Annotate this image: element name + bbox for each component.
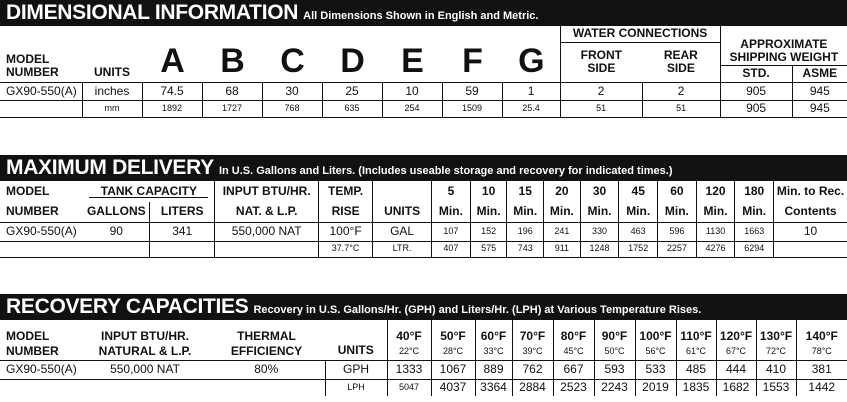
temp-c-header: 78°C <box>796 343 847 360</box>
gph-value: 533 <box>635 360 676 379</box>
temp-c-header: 56°C <box>635 343 676 360</box>
min-label: Min. <box>658 202 697 222</box>
gph-value: 381 <box>796 360 847 379</box>
lph-value: 5047 <box>387 379 431 396</box>
recovery-row-gph <box>0 360 847 379</box>
temp-c-header: 28°C <box>431 343 475 360</box>
recovery-row-lph <box>0 379 847 396</box>
dim-row-mm <box>0 100 847 117</box>
delivery-row-gal <box>0 222 847 241</box>
temp-c-header: 45°C <box>553 343 594 360</box>
temp-c-header: 67°C <box>716 343 756 360</box>
dim-value: 1 <box>502 82 560 100</box>
unit-gph-cell: GPH <box>325 360 387 379</box>
temp-f-header: 130°F <box>756 320 796 343</box>
gph-value: 889 <box>475 360 512 379</box>
dim-value: 25 <box>322 82 382 100</box>
dim-value: 68 <box>202 82 262 100</box>
min-to-rec-header-2: Contents <box>774 202 847 222</box>
ltr-value: 6294 <box>735 241 774 257</box>
temp-f-header: 40°F <box>387 320 431 343</box>
delivery-section <box>0 155 847 258</box>
dim-value: 2 <box>642 82 720 100</box>
dim-value: 30 <box>262 82 322 100</box>
gallons-cell: 90 <box>83 222 149 241</box>
dim-value: 74.5 <box>142 82 202 100</box>
btu-cell: 550,000 NAT <box>82 360 208 379</box>
temp-f-header: 80°F <box>553 320 594 343</box>
minutes-header: 180 <box>735 181 774 202</box>
min-to-rec-header-1: Min. to Rec. <box>774 181 847 202</box>
minutes-header: 15 <box>507 181 544 202</box>
gph-value: 485 <box>676 360 716 379</box>
ltr-value: 575 <box>470 241 507 257</box>
min-label: Min. <box>696 202 735 222</box>
recovery-title: RECOVERY CAPACITIES <box>6 295 249 318</box>
min-label: Min. <box>507 202 544 222</box>
minutes-header: 10 <box>470 181 507 202</box>
minutes-header: 5 <box>432 181 471 202</box>
units-header: UNITS <box>337 342 374 357</box>
gph-value: 593 <box>594 360 635 379</box>
temp-f-header: 70°F <box>512 320 553 343</box>
min-label: Min. <box>580 202 619 222</box>
model-number-header: MODEL NUMBER <box>6 52 59 79</box>
dim-value: 51 <box>642 100 720 117</box>
gal-value: 330 <box>580 222 619 241</box>
dim-value: 905 <box>720 82 792 100</box>
input-btu-header-1: INPUT BTU/HR. <box>215 181 319 202</box>
units-cell: inches <box>82 82 142 100</box>
gph-value: 444 <box>716 360 756 379</box>
ltr-value: 2257 <box>658 241 697 257</box>
lph-value: 1442 <box>796 379 847 396</box>
model-header-2: NUMBER <box>6 204 59 219</box>
dim-letter-b: B <box>220 42 244 80</box>
dim-value: 1509 <box>442 100 502 117</box>
temp-c-header: 33°C <box>475 343 512 360</box>
delivery-row-ltr <box>0 241 847 257</box>
dim-letter-f: F <box>462 42 482 80</box>
temp-c-header: 39°C <box>512 343 553 360</box>
rear-side-header: REAR SIDE <box>663 48 698 75</box>
minutes-header: 30 <box>580 181 619 202</box>
thermal-header-1: THERMAL <box>237 329 296 343</box>
temp-c-cell: 37.7°C <box>319 241 373 257</box>
dim-value: 635 <box>322 100 382 117</box>
temp-c-header: 50°C <box>594 343 635 360</box>
recovery-table <box>0 320 847 396</box>
temp-c-header: 22°C <box>387 343 431 360</box>
dim-value: 25.4 <box>502 100 560 117</box>
dimensional-section <box>0 0 847 118</box>
ltr-value: 1752 <box>619 241 658 257</box>
gal-value: 596 <box>658 222 697 241</box>
dim-letter-d: D <box>340 42 364 80</box>
temp-rise-header-2: RISE <box>319 202 373 222</box>
delivery-subtitle: In U.S. Gallons and Liters. (Includes useable storage and recovery for indicated times.) <box>218 165 673 177</box>
delivery-table <box>0 181 847 258</box>
asme-header: ASME <box>792 65 847 82</box>
tank-capacity-header: TANK CAPACITY <box>83 181 214 202</box>
units-header: UNITS <box>373 202 432 222</box>
btu-cell: 550,000 NAT <box>215 222 319 241</box>
dim-value: 1892 <box>142 100 202 117</box>
lph-value: 2243 <box>594 379 635 396</box>
front-side-header: FRONT SIDE <box>560 42 642 82</box>
model-cell: GX90-550(A) <box>0 82 82 100</box>
temp-f-header: 120°F <box>716 320 756 343</box>
input-btu-header-2: NAT. & L.P. <box>215 202 319 222</box>
temp-f-cell: 100°F <box>319 222 373 241</box>
input-btu-header-2: NATURAL & L.P. <box>98 343 192 358</box>
lph-value: 2019 <box>635 379 676 396</box>
model-header-1: MODEL <box>6 184 50 199</box>
rec-min-cell: 10 <box>774 222 847 241</box>
dim-letter-g: G <box>518 42 544 80</box>
recovery-header-bar <box>0 294 847 320</box>
dim-value: 768 <box>262 100 322 117</box>
dim-value: 2 <box>560 82 642 100</box>
temp-f-header: 90°F <box>594 320 635 343</box>
temp-f-header: 140°F <box>796 320 847 343</box>
gal-value: 107 <box>432 222 471 241</box>
gph-value: 762 <box>512 360 553 379</box>
unit-gal-cell: GAL <box>373 222 432 241</box>
temp-rise-header-1: TEMP. <box>319 181 373 202</box>
dimensional-header-bar <box>0 0 847 26</box>
gal-value: 152 <box>470 222 507 241</box>
water-connections-header: WATER CONNECTIONS <box>560 26 720 42</box>
dimensional-subtitle: All Dimensions Shown in English and Metric. <box>303 10 539 22</box>
ltr-value: 743 <box>507 241 544 257</box>
std-header: STD. <box>720 65 792 82</box>
lph-value: 2523 <box>553 379 594 396</box>
lph-value: 3364 <box>475 379 512 396</box>
unit-lph-cell: LPH <box>325 379 387 396</box>
min-label: Min. <box>470 202 507 222</box>
min-label: Min. <box>432 202 471 222</box>
minutes-header: 120 <box>696 181 735 202</box>
gph-value: 410 <box>756 360 796 379</box>
dim-value: 59 <box>442 82 502 100</box>
lph-value: 1682 <box>716 379 756 396</box>
dim-letter-c: C <box>280 42 304 80</box>
input-btu-header-1: INPUT BTU/HR. <box>101 329 189 343</box>
gph-value: 667 <box>553 360 594 379</box>
gal-value: 196 <box>507 222 544 241</box>
delivery-header-bar <box>0 155 847 181</box>
liters-header: LITERS <box>150 202 215 222</box>
gph-value: 1333 <box>387 360 431 379</box>
model-cell: GX90-550(A) <box>0 360 82 379</box>
dim-value: 945 <box>792 82 847 100</box>
dim-value: 905 <box>720 100 792 117</box>
ltr-value: 407 <box>432 241 471 257</box>
dim-value: 10 <box>382 82 442 100</box>
gal-value: 463 <box>619 222 658 241</box>
temp-f-header: 100°F <box>635 320 676 343</box>
ltr-value: 1248 <box>580 241 619 257</box>
temp-f-header: 50°F <box>431 320 475 343</box>
minutes-header: 20 <box>544 181 581 202</box>
lph-value: 2884 <box>512 379 553 396</box>
dim-row-inches <box>0 82 847 100</box>
minutes-header: 60 <box>658 181 697 202</box>
efficiency-cell: 80% <box>208 360 325 379</box>
min-label: Min. <box>544 202 581 222</box>
liters-cell: 341 <box>150 222 215 241</box>
dimensional-table <box>0 26 847 118</box>
gal-value: 241 <box>544 222 581 241</box>
dim-value: 945 <box>792 100 847 117</box>
recovery-subtitle: Recovery in U.S. Gallons/Hr. (GPH) and Liters/Hr. (LPH) at Various Temperature Rises. <box>253 304 702 316</box>
min-label: Min. <box>619 202 658 222</box>
gallons-header: GALLONS <box>86 204 146 219</box>
units-cell: mm <box>82 100 142 117</box>
dim-letter-e: E <box>401 42 423 80</box>
model-cell: GX90-550(A) <box>0 222 83 241</box>
gal-value: 1130 <box>696 222 735 241</box>
lph-value: 1553 <box>756 379 796 396</box>
model-header-2: NUMBER <box>6 343 59 358</box>
approx-shipping-header: APPROXIMATE SHIPPING WEIGHT <box>720 26 847 65</box>
lph-value: 4037 <box>431 379 475 396</box>
min-label: Min. <box>735 202 774 222</box>
recovery-section <box>0 294 847 396</box>
dim-value: 254 <box>382 100 442 117</box>
lph-value: 1835 <box>676 379 716 396</box>
dim-value: 1727 <box>202 100 262 117</box>
temp-f-header: 60°F <box>475 320 512 343</box>
ltr-value: 4276 <box>696 241 735 257</box>
temp-f-header: 110°F <box>676 320 716 343</box>
minutes-header: 45 <box>619 181 658 202</box>
gph-value: 1067 <box>431 360 475 379</box>
delivery-title: MAXIMUM DELIVERY <box>6 156 214 179</box>
dimensional-title: DIMENSIONAL INFORMATION <box>6 1 299 24</box>
unit-ltr-cell: LTR. <box>373 241 432 257</box>
thermal-header-2: EFFICIENCY <box>230 343 303 358</box>
units-header: UNITS <box>94 64 130 79</box>
dim-value: 51 <box>560 100 642 117</box>
ltr-value: 911 <box>544 241 581 257</box>
dim-letter-a: A <box>160 42 184 80</box>
gal-value: 1663 <box>735 222 774 241</box>
temp-c-header: 72°C <box>756 343 796 360</box>
temp-c-header: 61°C <box>676 343 716 360</box>
model-header-1: MODEL <box>6 329 50 343</box>
